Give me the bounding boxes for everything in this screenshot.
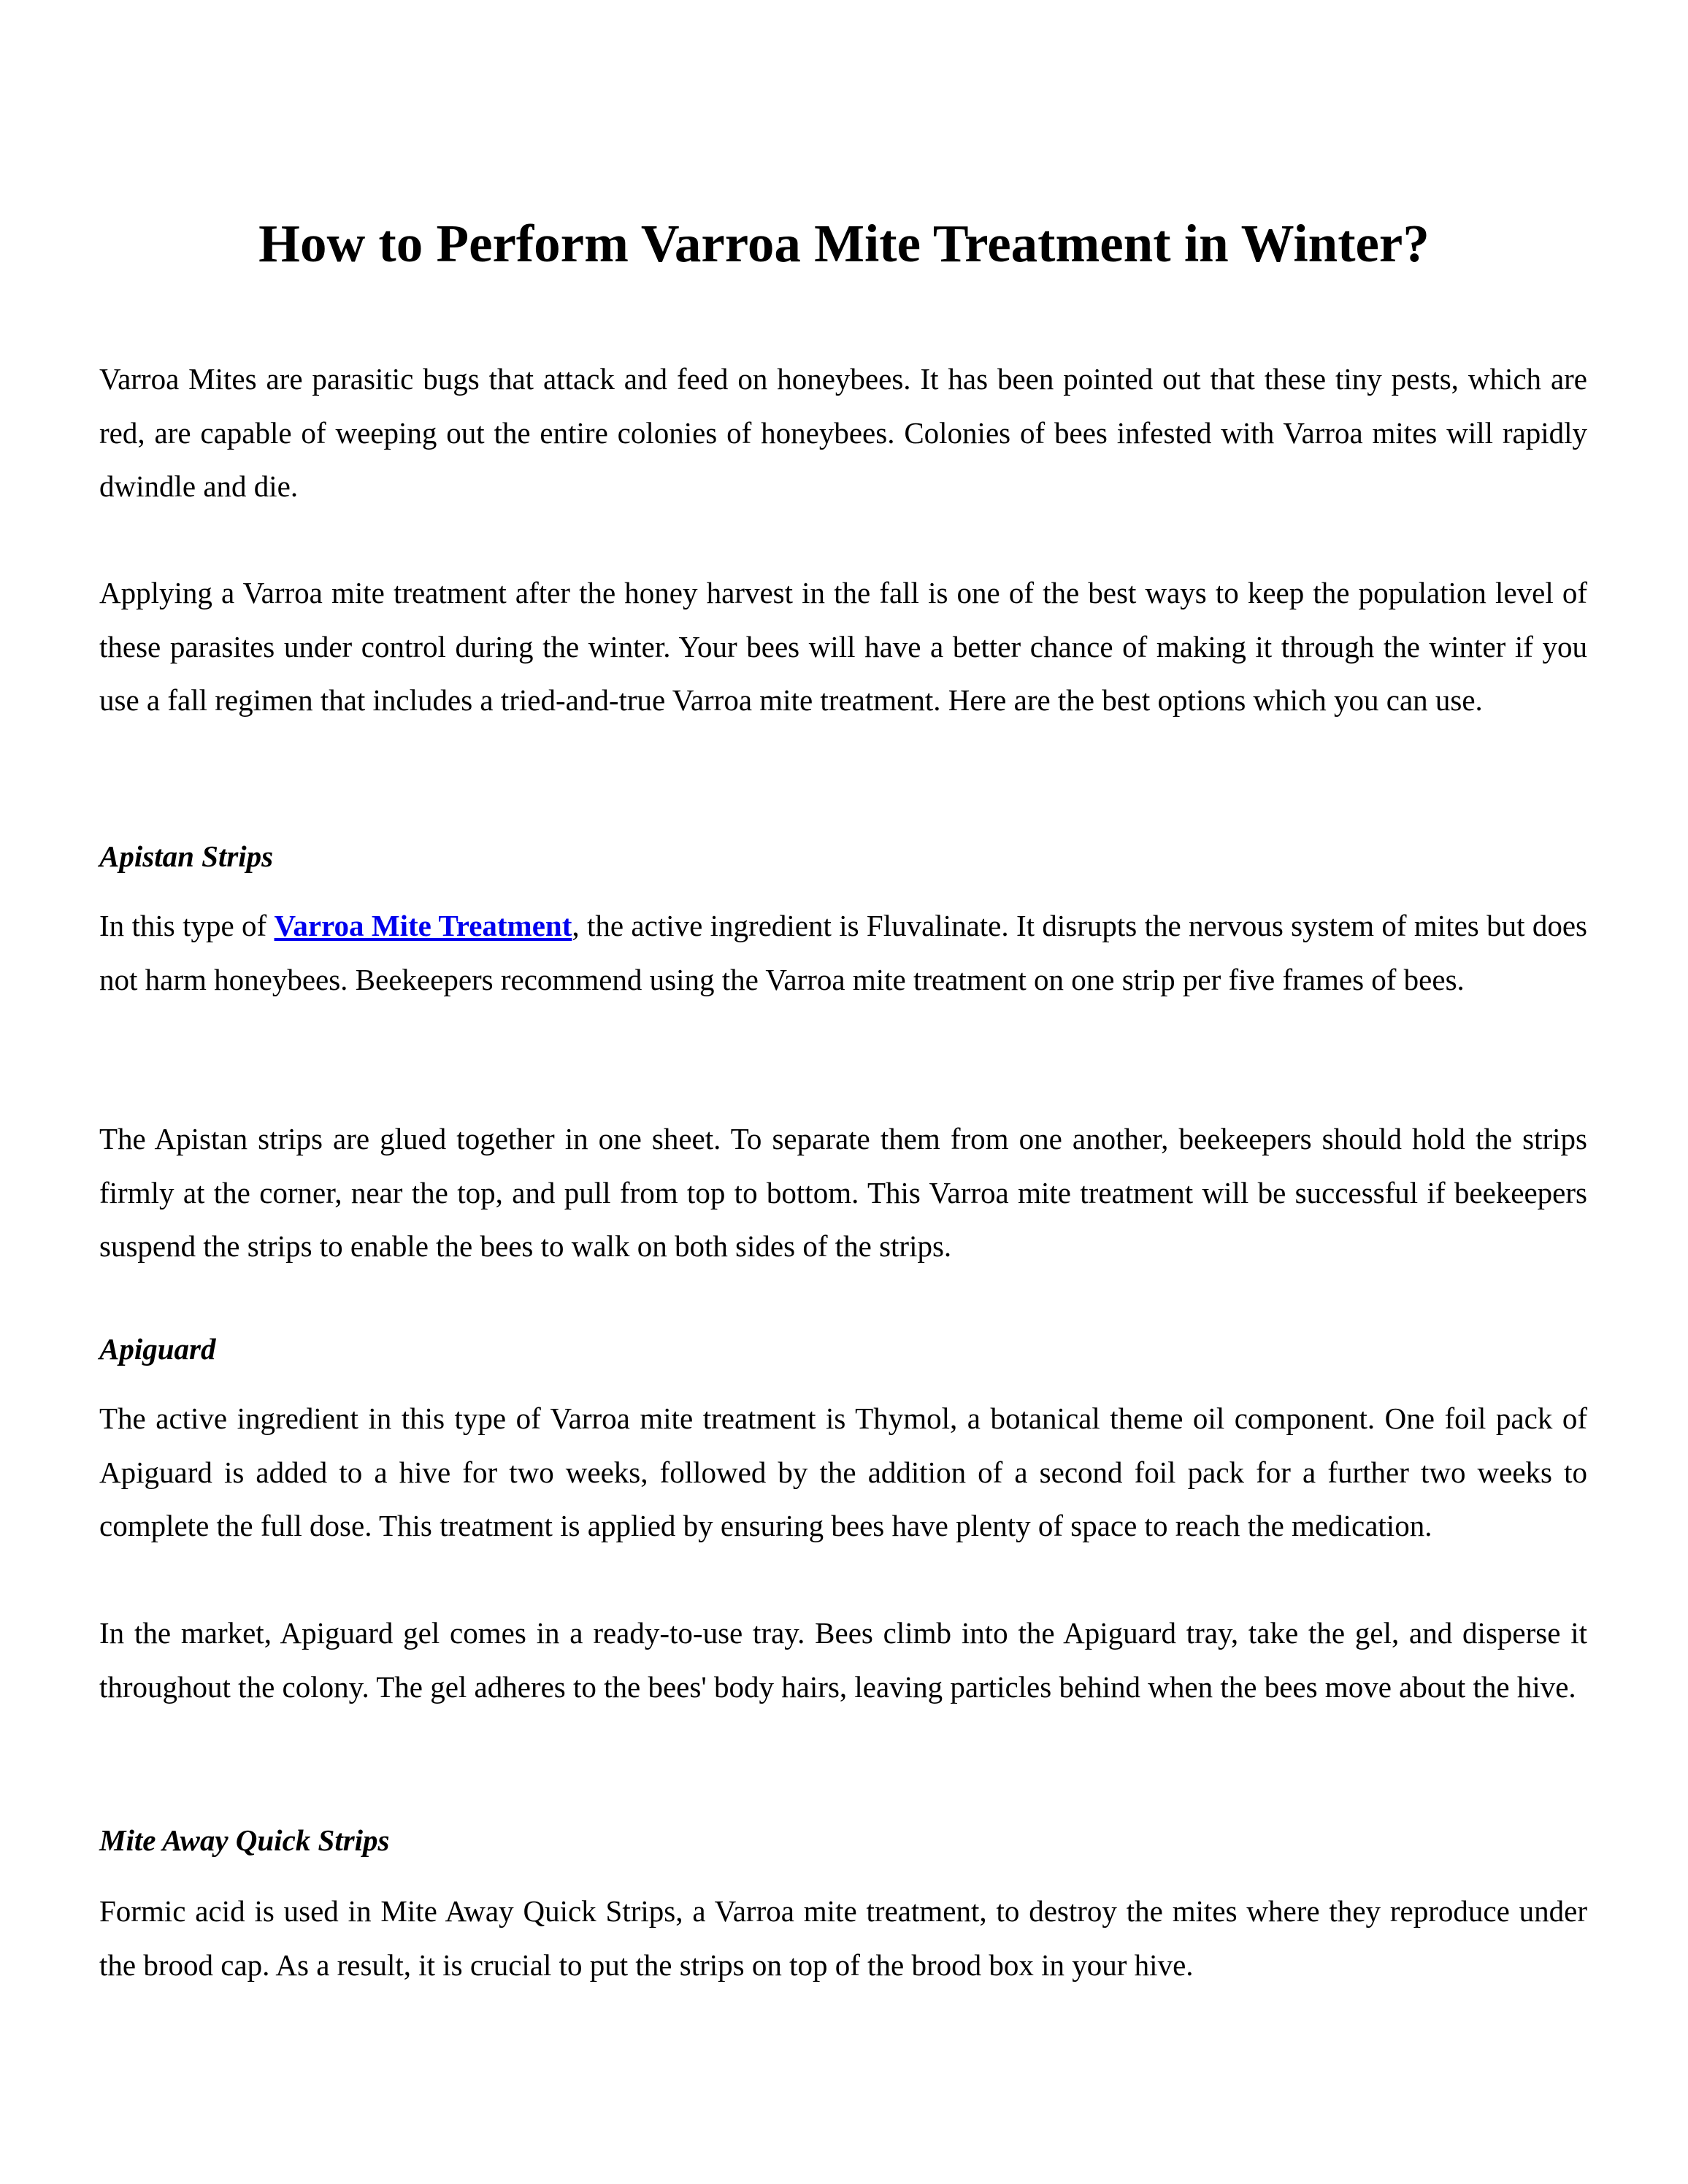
heading-text: Apistan Strips	[99, 839, 274, 873]
section-heading-apistan	[99, 830, 1587, 884]
mite-away-paragraph-1	[99, 1885, 1587, 1992]
apistan-paragraph-2	[99, 1112, 1587, 1274]
paragraph-text: Varroa Mites are parasitic bugs that attack and feed on honeybees. It has been pointed out that these tiny pests, which are red, are capable of weeping out the entire colonies of honeybees. Colonies of bees infested with Varroa mites will rapidly dwindle and die.	[99, 362, 1587, 503]
paragraph-text: Formic acid is used in Mite Away Quick Strips, a Varroa mite treatment, to destroy the mites where they reproduce under the brood cap. As a result, it is crucial to put the strips on top of the brood box in your hive.	[99, 1894, 1587, 1982]
varroa-mite-treatment-link[interactable]: Varroa Mite Treatment	[274, 909, 572, 942]
heading-text: Apiguard	[99, 1332, 216, 1366]
section-heading-mite-away	[99, 1814, 1587, 1868]
paragraph-text	[99, 899, 1587, 1007]
page-title: How to Perform Varroa Mite Treatment in Winter?	[258, 214, 1430, 273]
paragraph-text: Applying a Varroa mite treatment after the honey harvest in the fall is one of the best ways to keep the population level of these parasites under control during the winter. Your bees will have a better chance of making it through the winter if you use a fall regimen that includes a tried-and-true Varroa mite treatment. Here are the best options which you can use.	[99, 576, 1587, 717]
intro-paragraph-2	[99, 566, 1587, 728]
apiguard-paragraph-2	[99, 1607, 1587, 1714]
text-span: , the active ingredient is Fluvalinate. It disrupts the nervous system of mites but does not harm honeybees. Beekeepers recommend using the Varroa mite treatment on one strip per five frames of bees.	[99, 909, 1587, 996]
heading-text: Mite Away Quick Strips	[99, 1823, 390, 1857]
section-heading-apiguard	[99, 1323, 1587, 1377]
apiguard-paragraph-1	[99, 1392, 1587, 1553]
apistan-paragraph-1	[99, 899, 1587, 1007]
paragraph-text: The active ingredient in this type of Varroa mite treatment is Thymol, a botanical theme oil component. One foil pack of Apiguard is added to a hive for two weeks, followed by the addition of a second foil pack for a further two weeks to complete the full dose. This treatment is applied by ensuring bees have plenty of space to reach the medication.	[99, 1401, 1587, 1542]
intro-paragraph-1	[99, 353, 1587, 514]
paragraph-text: The Apistan strips are glued together in one sheet. To separate them from one another, beekeepers should hold the strips firmly at the corner, near the top, and pull from top to bottom. This Varroa mite treatment will be successful if beekeepers suspend the strips to enable the bees to walk on both sides of the strips.	[99, 1122, 1587, 1263]
paragraph-text: In the market, Apiguard gel comes in a ready-to-use tray. Bees climb into the Apiguard tray, take the gel, and disperse it throughout the colony. The gel adheres to the bees' body hairs, leaving particles behind when the bees move about the hive.	[99, 1616, 1587, 1704]
text-span: In this type of	[99, 909, 275, 942]
